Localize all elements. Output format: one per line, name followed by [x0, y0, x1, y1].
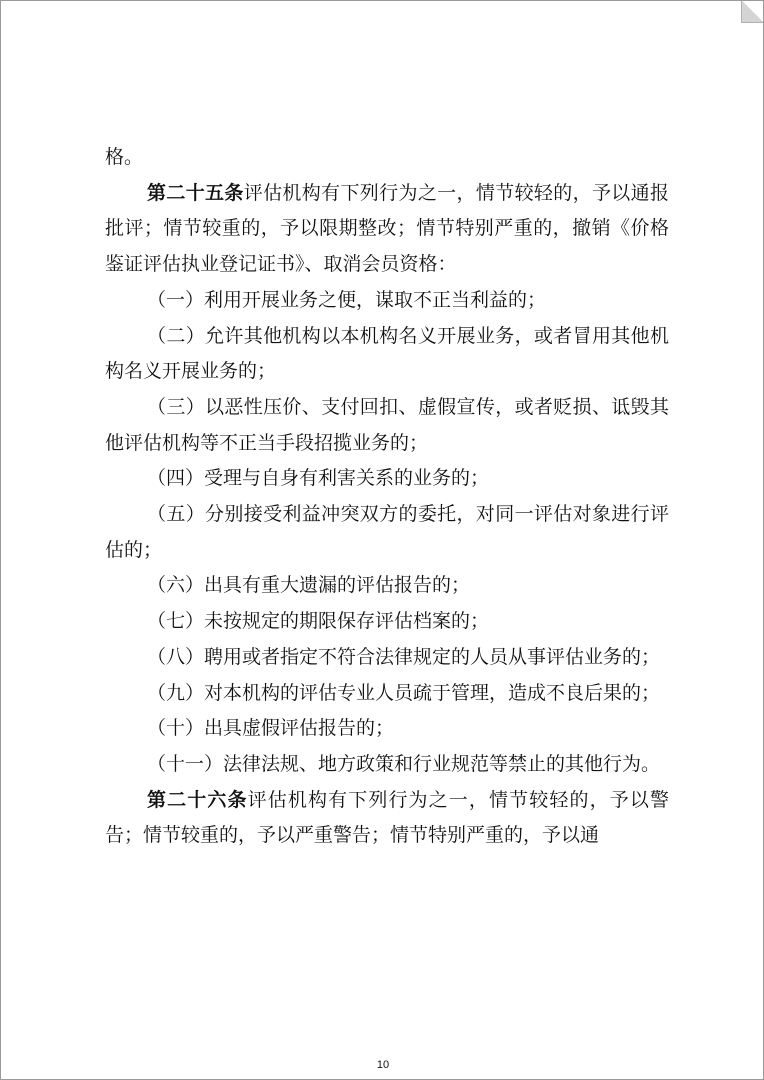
list-item: （五）分别接受利益冲突双方的委托，对同一评估对象进行评估的；: [105, 503, 669, 561]
list-item: （七）未按规定的期限保存评估档案的；: [147, 610, 490, 633]
page-number: 10: [376, 1059, 390, 1071]
list-item: （十）出具虚假评估报告的；: [147, 717, 395, 740]
article-26-text: 评估机构有下列行为之一，情节较轻的，予以警告；情节较重的，予以严重警告；情节特别严重的，予以通: [105, 788, 669, 847]
list-item: （三）以恶性压价、支付回扣、虚假宣传，或者贬损、诋毁其他评估机构等不正当手段招揽业务的；: [105, 395, 669, 454]
continuation-paragraph: 格。: [105, 146, 144, 168]
article-25-heading: 第二十五条: [147, 181, 244, 204]
list-item: （六）出具有重大遗漏的评估报告的；: [147, 574, 471, 597]
article-26-heading: 第二十六条: [147, 788, 248, 811]
list-item: （八）聘用或者指定不符合法律规定的人员从事评估业务的；: [147, 645, 661, 668]
page-corner-fold-icon: [741, 1, 763, 23]
article-25-paragraph: [105, 176, 669, 283]
list-item: （一）利用开展业务之便，谋取不正当利益的；: [147, 288, 547, 311]
list-item: （二）允许其他机构以本机构名义开展业务，或者冒用其他机构名义开展业务的；: [105, 324, 669, 383]
article-25-text: 评估机构有下列行为之一，情节较轻的，予以通报批评；情节较重的，予以限期整改；情节特别严重的，撤销《价格鉴证评估执业登记证书》、取消会员资格：: [105, 181, 669, 276]
document-body: [105, 140, 669, 854]
list-item: （四）受理与自身有利害关系的业务的；: [147, 467, 490, 490]
list-item: （九）对本机构的评估专业人员疏于管理，造成不良后果的；: [147, 681, 661, 704]
list-item: （十一）法律法规、地方政策和行业规范等禁止的其他行为。: [147, 752, 661, 775]
article-26-paragraph: [105, 783, 669, 854]
